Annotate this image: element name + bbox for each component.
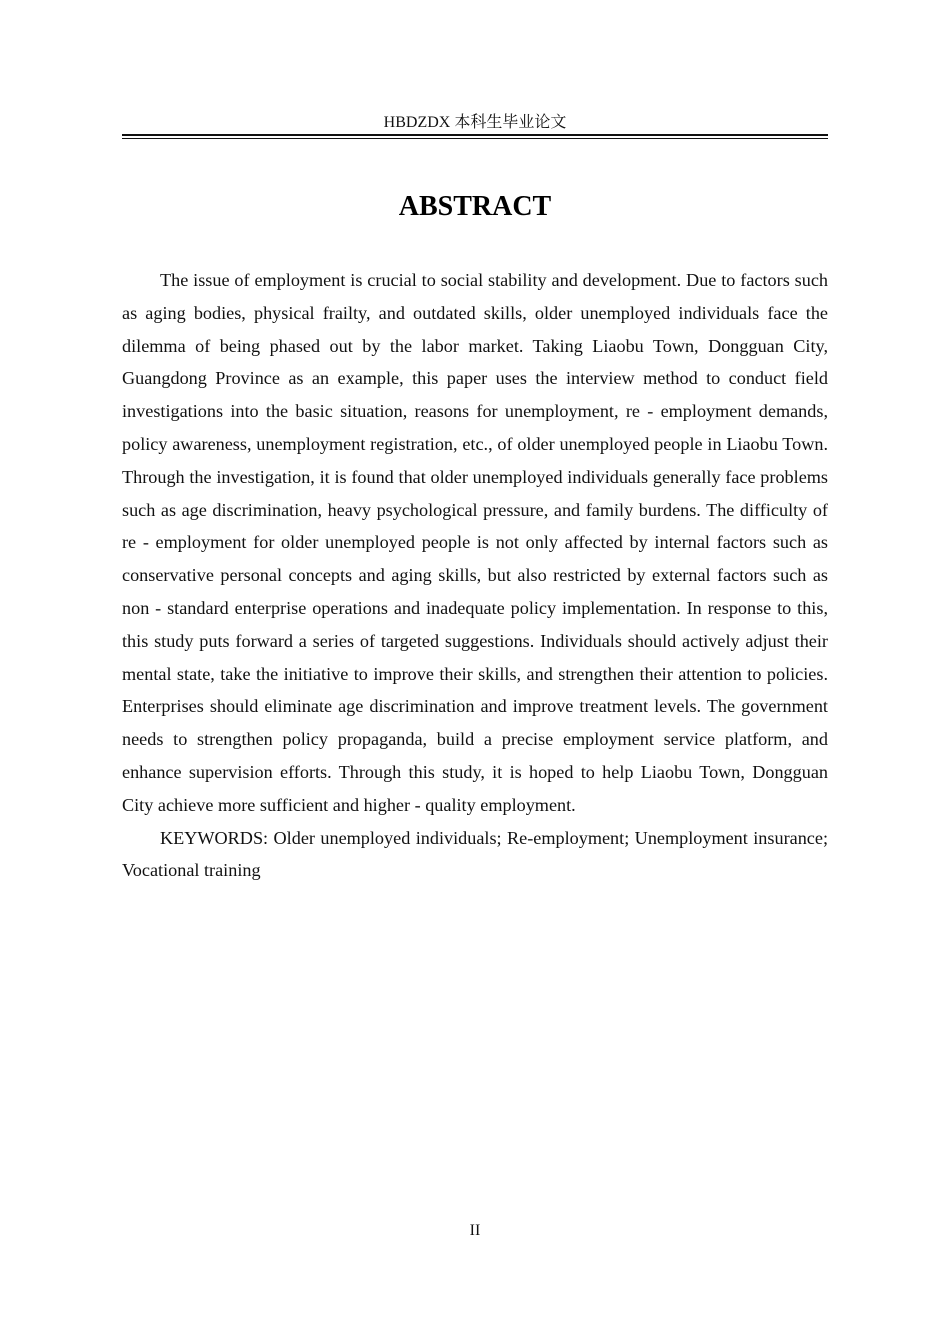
page-number: II xyxy=(469,1222,481,1239)
abstract-paragraph: The issue of employment is crucial to social stability and development. Due to factors such as aging bodies, physical frailty, and outdated skills, older unemployed individuals face the dilemma of being phased out by the labor market. Taking Liaobu Town, Dongguan City, Guangdong Province as an example, this paper uses the interview method to conduct field investigations into the basic situation, reasons for unemployment, re - employment demands, policy awareness, unemployment registration, etc., of older unemployed people in Liaobu Town. Through the investigation, it is found that older unemployed individuals generally face problems such as age discrimination, heavy psychological pressure, and family burdens. The difficulty of re - employment for older unemployed people is not only affected by internal factors such as conservative personal concepts and aging skills, but also restricted by external factors such as non - standard enterprise operations and inadequate policy implementation. In response to this, this study puts forward a series of targeted suggestions. Individuals should actively adjust their mental state, take the initiative to improve their skills, and strengthen their attention to policies. Enterprises should eliminate age discrimination and improve treatment levels. The government needs to strengthen policy propaganda, build a precise employment service platform, and enhance supervision efforts. Through this study, it is hoped to help Liaobu Town, Dongguan City achieve more sufficient and higher - quality employment. xyxy=(122,270,828,815)
header-rule-thin xyxy=(122,138,828,139)
running-header: HBDZDX 本科生毕业论文 xyxy=(383,114,567,131)
keywords-line: KEYWORDS: Older unemployed individuals; Re-employment; Unemployment insurance; Vocational training xyxy=(122,827,828,881)
abstract-title: ABSTRACT xyxy=(398,191,552,222)
abstract-body xyxy=(122,264,828,887)
header-rule-thick xyxy=(122,134,828,136)
